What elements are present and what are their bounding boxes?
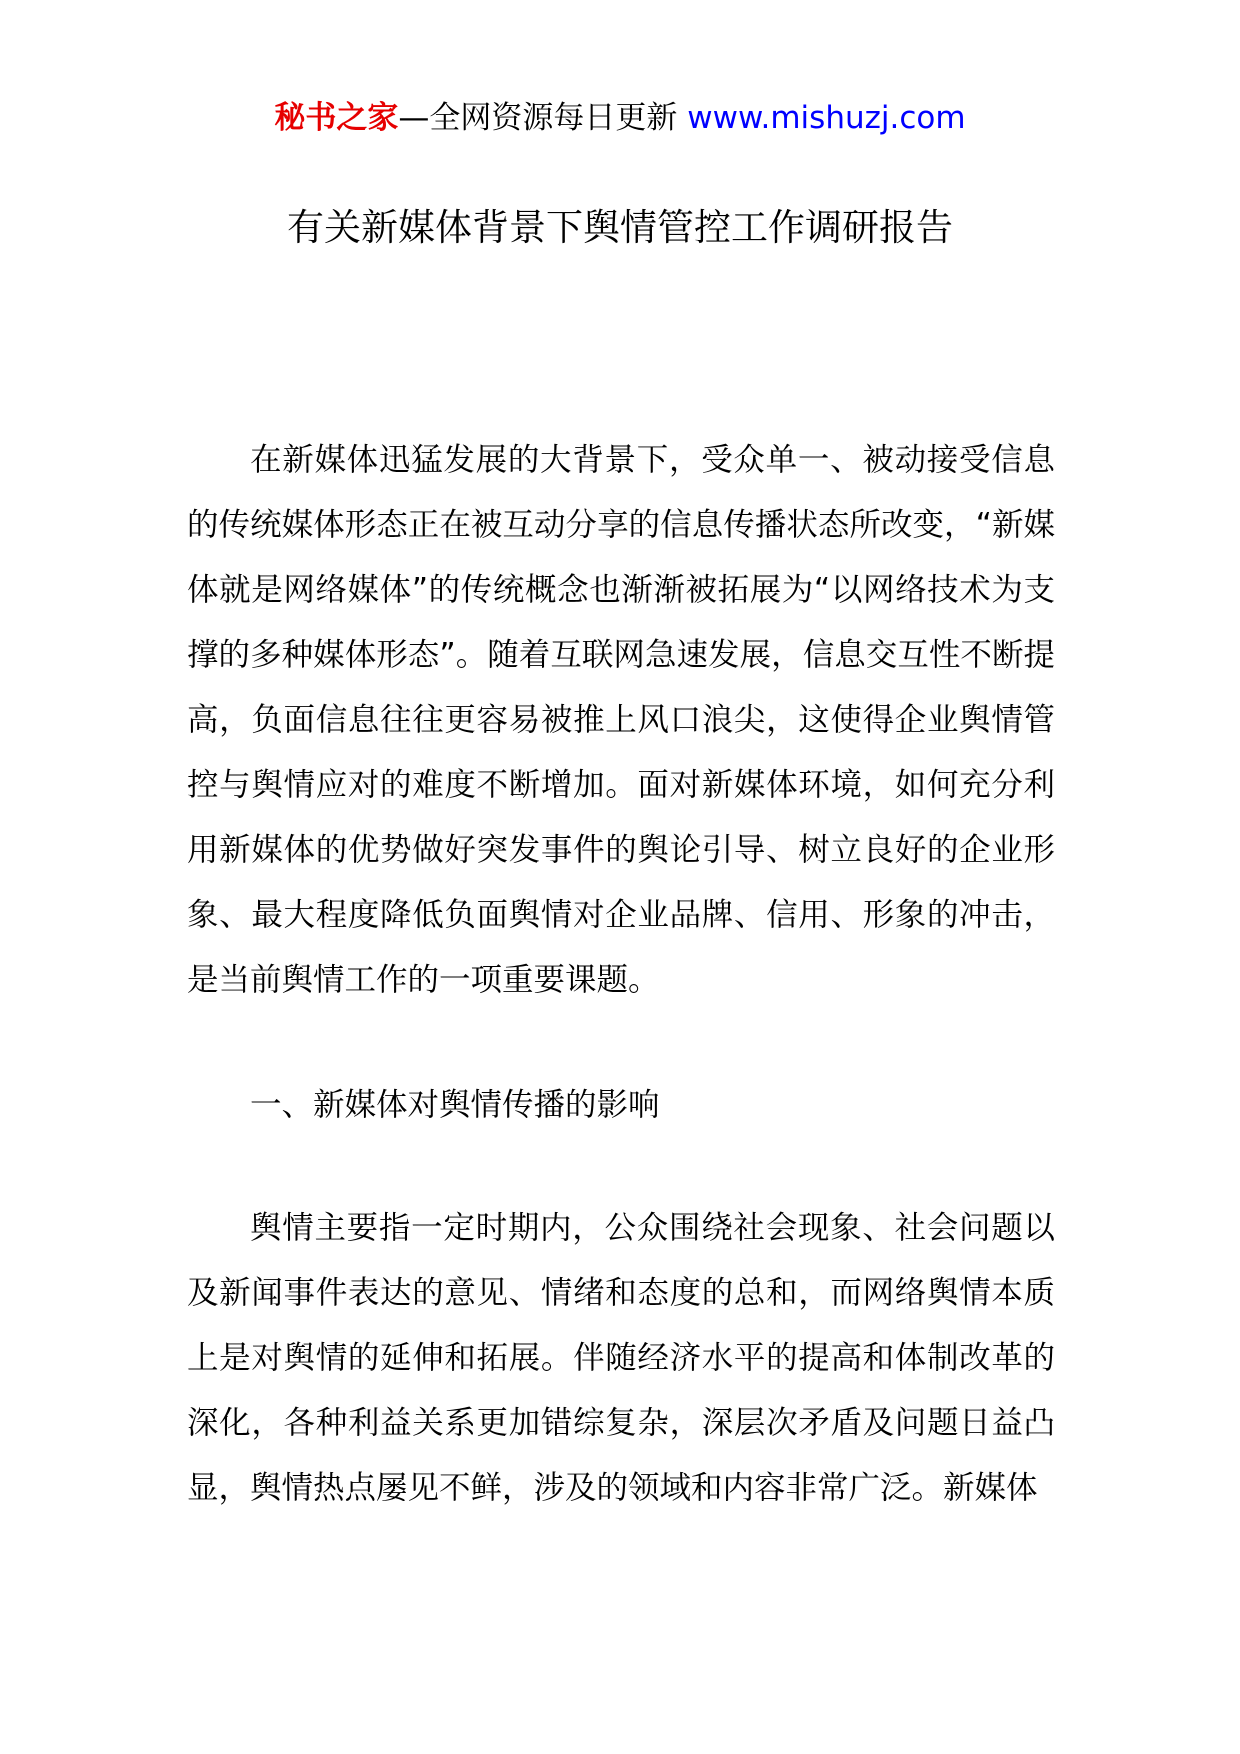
site-header	[0, 96, 1240, 140]
body-paragraph-2: 舆情主要指一定时期内，公众围绕社会现象、社会问题以及新闻事件表达的意见、情绪和态度的总和，而网络舆情本质上是对舆情的延伸和拓展。伴随经济水平的提高和体制改革的深化，各种利益关系更加错综复杂，深层次矛盾及问题日益凸显，舆情热点屡见不鲜，涉及的领域和内容非常广泛。新媒体	[187, 1210, 1055, 1506]
section-heading-1: 一、新媒体对舆情传播的影响	[250, 1087, 660, 1123]
website-link[interactable]: www.mishuzj.com	[687, 100, 966, 136]
brand-name: 秘书之家	[274, 100, 399, 136]
header-slogan: —全网资源每日更新	[398, 100, 678, 136]
document-title: 有关新媒体背景下舆情管控工作调研报告	[287, 206, 953, 249]
body-paragraph-1: 在新媒体迅猛发展的大背景下，受众单一、被动接受信息的传统媒体形态正在被互动分享的信息传播状态所改变，“新媒体就是网络媒体”的传统概念也渐渐被拓展为“以网络技术为支撑的多种媒体形态”。随着互联网急速发展，信息交互性不断提高，负面信息往往更容易被推上风口浪尖，这使得企业舆情管控与舆情应对的难度不断增加。面对新媒体环境，如何充分利用新媒体的优势做好突发事件的舆论引导、树立良好的企业形象、最大程度降低负面舆情对企业品牌、信用、形象的冲击，是当前舆情工作的一项重要课题。	[187, 442, 1055, 998]
